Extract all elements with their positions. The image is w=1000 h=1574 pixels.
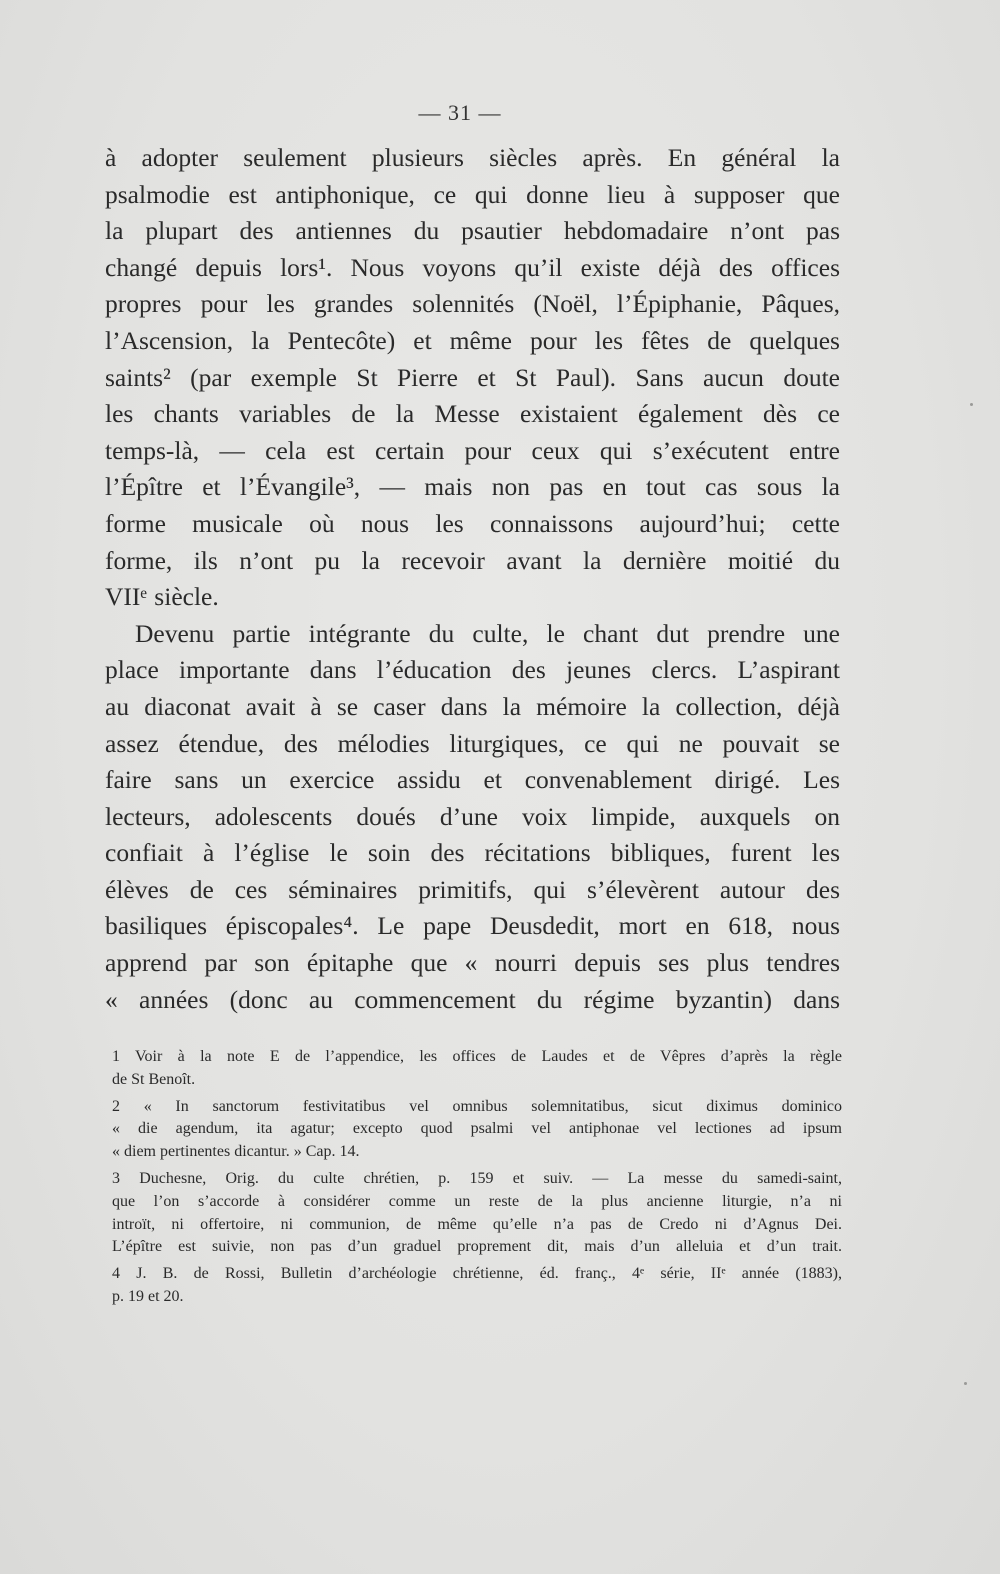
body-line: confiait à l’église le soin des récitations bibliques, furent les [105,838,840,868]
body-line: assez étendue, des mélodies liturgiques, ce qui ne pouvait se [105,728,840,758]
body-line: temps-là, — cela est certain pour ceux qui s’exécutent entre [105,435,840,465]
footnote-line: 4 J. B. de Rossi, Bulletin d’archéologie chrétienne, éd. franç., 4ᵉ série, IIᵉ année (1883), [112,1265,842,1283]
footnote-line: de St Benoît. [112,1070,196,1088]
body-line: la plupart des antiennes du psautier hebdomadaire n’ont pas [105,216,840,246]
page-number: — 31 — [418,100,502,125]
footnote-line: 1 Voir à la note E de l’appendice, les offices de Laudes et de Vêpres d’après la règle [112,1048,842,1065]
footnote-line: « diem pertinentes dicantur. » Cap. 14. [112,1143,360,1161]
body-line: l’Épître et l’Évangile³, — mais non pas en tout cas sous la [105,472,840,502]
body-line: les chants variables de la Messe existaient également dès ce [105,399,840,429]
body-line: lecteurs, adolescents doués d’une voix limpide, auxquels on [105,801,840,831]
footnote-line: introït, ni offertoire, ni communion, de même qu’elle n’a pas de Credo ni d’Agnus Dei. [112,1215,842,1233]
body-line: apprend par son épitaphe que « nourri depuis ses plus tendres [105,948,840,978]
body-line: faire sans un exercice assidu et convenablement dirigé. Les [105,765,840,795]
body-line: place importante dans l’éducation des jeunes clercs. L’aspirant [105,655,840,685]
body-line: saints² (par exemple St Pierre et St Paul). Sans aucun doute [105,362,840,392]
body-line: à adopter seulement plusieurs siècles après. En général la [105,143,840,172]
body-line: « années (donc au commencement du régime byzantin) dans [105,984,840,1014]
body-line: propres pour les grandes solennités (Noël, l’Épiphanie, Pâques, [105,289,840,319]
body-line: psalmodie est antiphonique, ce qui donne lieu à supposer que [105,179,840,209]
body-line: Devenu partie intégrante du culte, le chant dut prendre une [135,618,840,648]
footnotes [112,1046,842,1309]
body-line: forme, ils n’ont pu la recevoir avant la dernière moitié du [105,545,840,575]
body-line: l’Ascension, la Pentecôte) et même pour les fêtes de quelques [105,325,840,355]
body-line: forme musicale où nous les connaissons aujourd’hui; cette [105,508,840,538]
footnote-line: L’épître est suivie, non pas d’un graduel proprement dit, mais d’un alleluia et d’un trait. [112,1238,842,1256]
body-line: changé depuis lors¹. Nous voyons qu’il existe déjà des offices [105,252,840,282]
paper-speck [964,1382,967,1385]
paper-speck [970,403,973,406]
footnote-line: « die agendum, ita agatur; excepto quod psalmi vel antiphonae vel lectiones ad ipsum [112,1120,842,1138]
footnote-line: p. 19 et 20. [112,1287,184,1305]
body-line: basiliques épiscopales⁴. Le pape Deusdedit, mort en 618, nous [105,911,840,941]
body-line: au diaconat avait à se caser dans la mémoire la collection, déjà [105,691,840,721]
footnote-line: 3 Duchesne, Orig. du culte chrétien, p. 159 et suiv. — La messe du samedi-saint, [112,1169,842,1187]
body-line: élèves de ces séminaires primitifs, qui s’élevèrent autour des [105,874,840,904]
footnote-line: 2 « In sanctorum festivitatibus vel omnibus solemnitatibus, sicut diximus dominico [112,1097,842,1115]
body-line: VIIᵉ siècle. [105,582,219,612]
footnote-line: que l’on s’accorde à considérer comme un reste de la plus ancienne liturgie, n’a ni [112,1192,842,1210]
body-text [105,140,840,1018]
